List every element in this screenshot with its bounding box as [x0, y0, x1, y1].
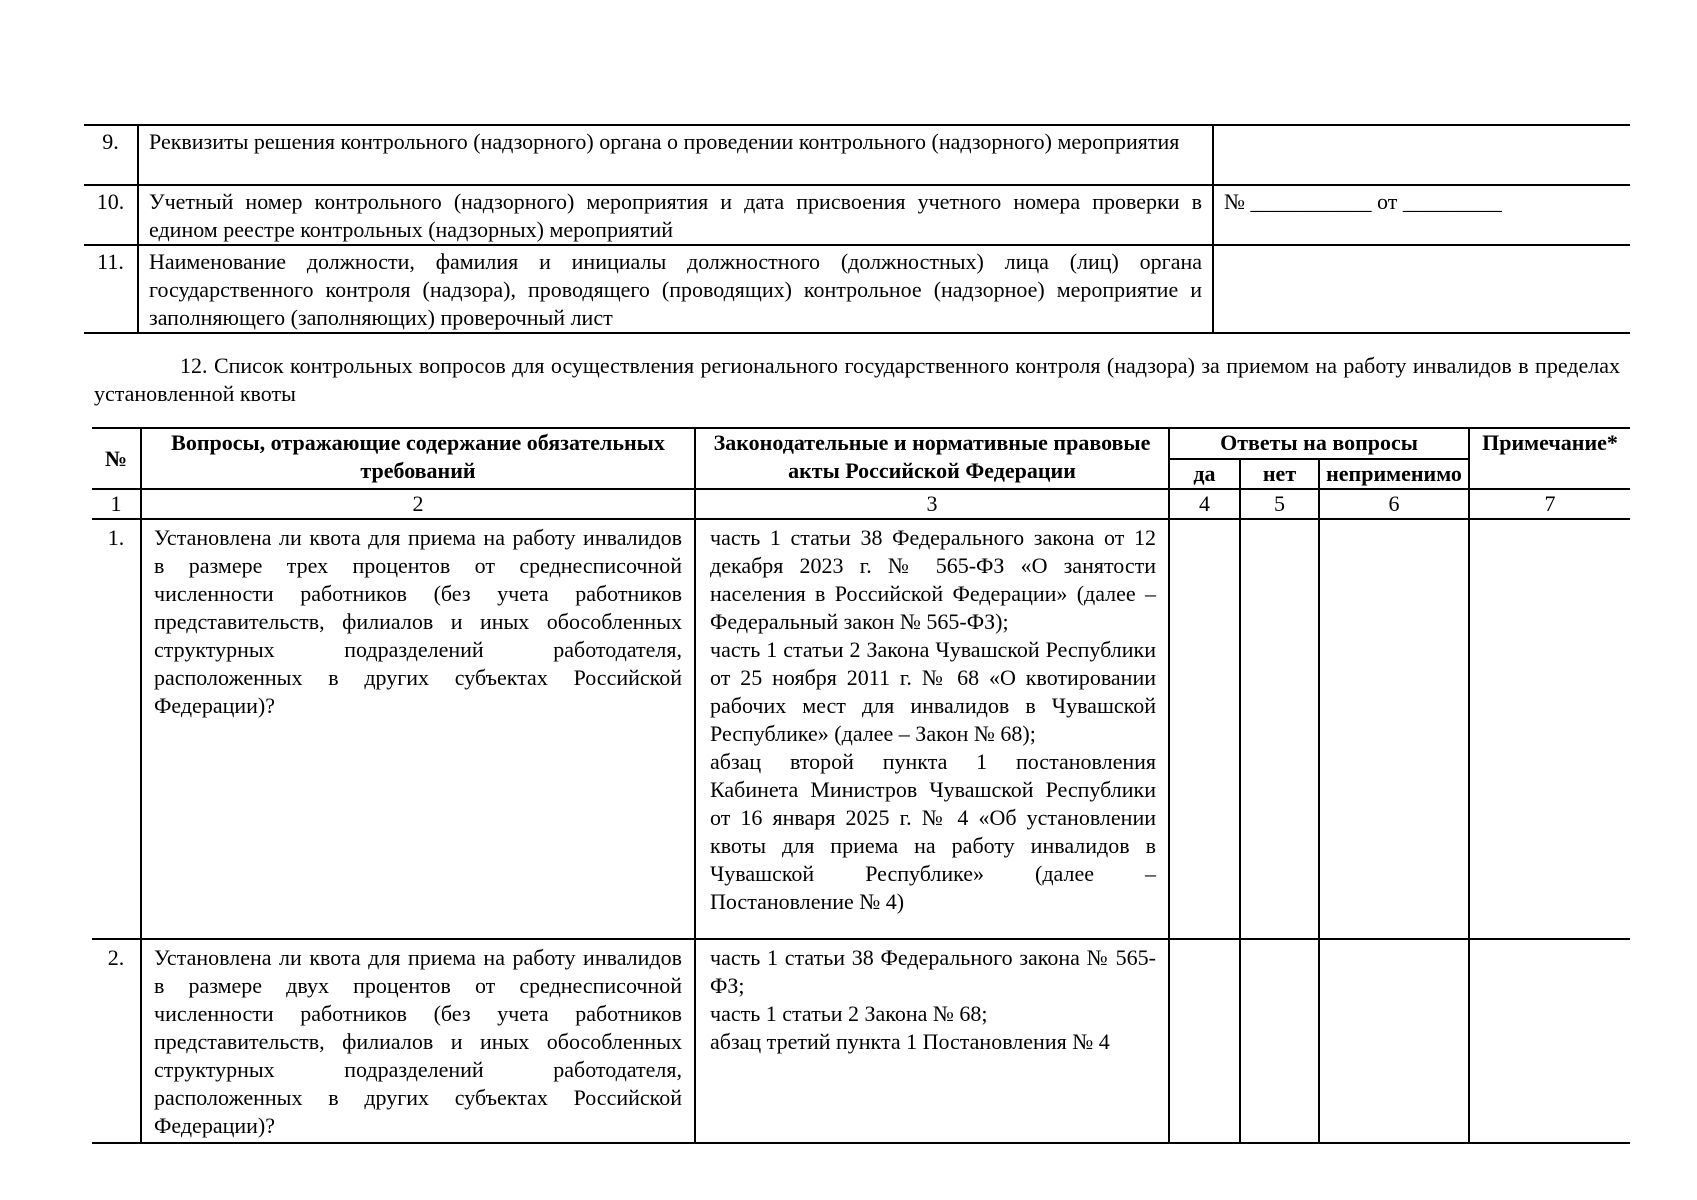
info-row-11 [84, 245, 1630, 333]
row-value-field[interactable] [1213, 245, 1630, 333]
row-number: 10. [84, 185, 138, 245]
row-value-field[interactable]: № ___________ от _________ [1213, 185, 1630, 245]
checklist-table [92, 427, 1630, 1144]
row-number: 9. [84, 125, 138, 185]
info-row-9 [84, 125, 1630, 185]
row-description: Наименование должности, фамилия и инициалы должностного (должностных) лица (лиц) органа государственного контроля (надзора), проводящего (проводящих) контрольное (надзорное) мероприятие и заполняющего (заполняющих) проверочный лист [138, 245, 1213, 333]
answer-no-cell[interactable] [1240, 939, 1319, 1143]
question-number: 2. [92, 939, 141, 1143]
column-index: 6 [1319, 489, 1469, 519]
header-laws: Законодательные и нормативные правовые акты Российской Федерации [695, 428, 1169, 489]
column-index: 2 [141, 489, 695, 519]
column-index: 4 [1169, 489, 1240, 519]
note-cell[interactable] [1469, 939, 1630, 1143]
column-index: 1 [92, 489, 141, 519]
row-number: 11. [84, 245, 138, 333]
law-reference: абзац второй пункта 1 постановления Кабинета Министров Чувашской Республики от 16 января 2025 г. № 4 «Об установлении квоты для приема на работу инвалидов в Чувашской Республике» (далее – Постановление № 4) [710, 749, 1156, 914]
header-yes: да [1169, 459, 1240, 489]
law-reference: часть 1 статьи 38 Федерального закона № 565-ФЗ; [710, 945, 1156, 998]
column-index: 3 [695, 489, 1169, 519]
answer-yes-cell[interactable] [1169, 519, 1240, 939]
law-reference: часть 1 статьи 2 Закона № 68; [710, 1001, 988, 1026]
question-text: Установлена ли квота для приема на работу инвалидов в размере двух процентов от среднесписочной численности работников (без учета работников представительств, филиалов и иных обособленных структурных подразделений работодателя, расположенных в других субъектах Российской Федерации)? [141, 939, 695, 1143]
header-no: нет [1240, 459, 1319, 489]
header-answers: Ответы на вопросы [1169, 428, 1469, 459]
row-value-field[interactable] [1213, 125, 1630, 185]
header-not-applicable: неприменимо [1319, 459, 1469, 489]
law-references [695, 519, 1169, 939]
table-row [92, 519, 1630, 939]
law-references [695, 939, 1169, 1143]
law-reference: абзац третий пункта 1 Постановления № 4 [710, 1029, 1110, 1054]
question-number: 1. [92, 519, 141, 939]
column-index: 5 [1240, 489, 1319, 519]
column-index-row [92, 489, 1630, 519]
info-row-10 [84, 185, 1630, 245]
question-text: Установлена ли квота для приема на работу инвалидов в размере трех процентов от среднесписочной численности работников (без учета работников представительств, филиалов и иных обособленных структурных подразделений работодателя, расположенных в других субъектах Российской Федерации)? [141, 519, 695, 939]
header-note: Примечание* [1482, 430, 1618, 455]
row-description: Реквизиты решения контрольного (надзорного) органа о проведении контрольного (надзорного) мероприятия [138, 125, 1213, 185]
answer-na-cell[interactable] [1319, 939, 1469, 1143]
answer-no-cell[interactable] [1240, 519, 1319, 939]
section-title: 12. Список контрольных вопросов для осуществления регионального государственного контроля (надзора) за приемом на работу инвалидов в пределах установленной квоты [94, 353, 1620, 406]
answer-yes-cell[interactable] [1169, 939, 1240, 1143]
law-reference: часть 1 статьи 2 Закона Чувашской Республики от 25 ноября 2011 г. № 68 «О квотировании рабочих мест для инвалидов в Чувашской Республике» (далее – Закон № 68); [710, 637, 1156, 746]
header-row [92, 428, 1630, 459]
table-row [92, 939, 1630, 1143]
header-questions: Вопросы, отражающие содержание обязательных требований [141, 428, 695, 489]
note-cell[interactable] [1469, 519, 1630, 939]
law-reference: часть 1 статьи 38 Федерального закона от 12 декабря 2023 г. № 565-ФЗ «О занятости населения в Российской Федерации» (далее – Федеральный закон № 565-ФЗ); [710, 525, 1156, 634]
answer-na-cell[interactable] [1319, 519, 1469, 939]
header-number: № [92, 428, 141, 489]
row-description: Учетный номер контрольного (надзорного) мероприятия и дата присвоения учетного номера проверки в едином реестре контрольных (надзорных) мероприятий [138, 185, 1213, 245]
info-table [84, 124, 1630, 334]
column-index: 7 [1469, 489, 1630, 519]
